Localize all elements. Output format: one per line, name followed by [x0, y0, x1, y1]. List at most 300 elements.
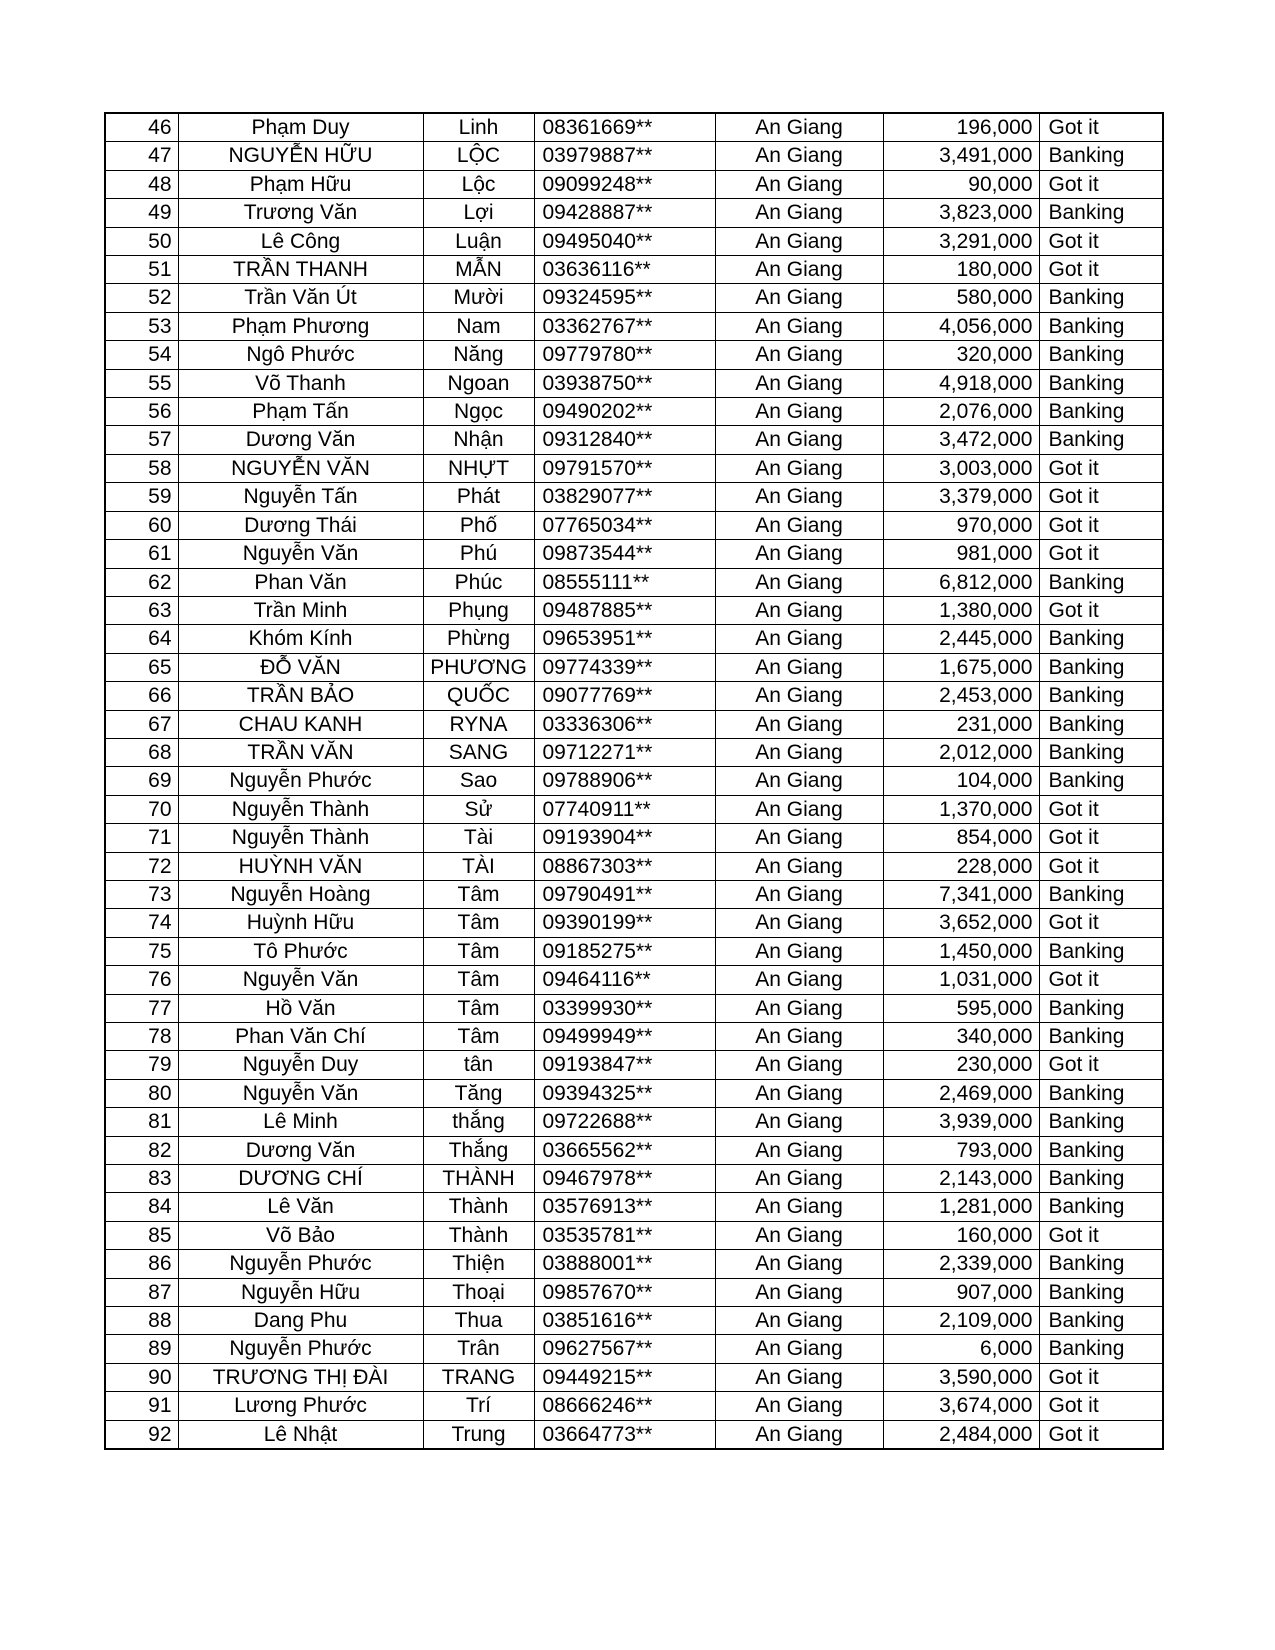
table-row: [105, 767, 1163, 795]
table-row: [105, 880, 1163, 908]
first-name-cell: Nguyễn Hữu: [178, 1278, 423, 1306]
first-name-cell: Võ Thanh: [178, 369, 423, 397]
table-row: [105, 540, 1163, 568]
row-number-cell: 64: [105, 625, 178, 653]
amount-cell: 3,472,000: [883, 426, 1039, 454]
table-row: [105, 1165, 1163, 1193]
amount-cell: 3,823,000: [883, 199, 1039, 227]
payment-method-cell: Got it: [1039, 795, 1163, 823]
given-name-cell: Trí: [423, 1392, 534, 1420]
first-name-cell: TRẦN THANH: [178, 256, 423, 284]
phone-number-cell: 08555111**: [534, 568, 715, 596]
first-name-cell: CHAU KANH: [178, 710, 423, 738]
phone-number-cell: 09428887**: [534, 199, 715, 227]
province-cell: An Giang: [715, 767, 883, 795]
phone-number-cell: 03664773**: [534, 1420, 715, 1449]
phone-number-cell: 09467978**: [534, 1165, 715, 1193]
payment-method-cell: Got it: [1039, 824, 1163, 852]
province-cell: An Giang: [715, 909, 883, 937]
payment-method-cell: Got it: [1039, 483, 1163, 511]
first-name-cell: TRẦN BẢO: [178, 682, 423, 710]
payment-method-cell: Got it: [1039, 1051, 1163, 1079]
given-name-cell: NHỰT: [423, 454, 534, 482]
amount-cell: 2,076,000: [883, 398, 1039, 426]
first-name-cell: Nguyễn Tấn: [178, 483, 423, 511]
table-row: [105, 852, 1163, 880]
first-name-cell: Phạm Tấn: [178, 398, 423, 426]
table-row: [105, 312, 1163, 340]
given-name-cell: Tăng: [423, 1079, 534, 1107]
province-cell: An Giang: [715, 369, 883, 397]
payment-method-cell: Got it: [1039, 1420, 1163, 1449]
given-name-cell: Sao: [423, 767, 534, 795]
payment-method-cell: Got it: [1039, 113, 1163, 142]
table-row: [105, 398, 1163, 426]
first-name-cell: Ngô Phước: [178, 341, 423, 369]
row-number-cell: 54: [105, 341, 178, 369]
given-name-cell: Trung: [423, 1420, 534, 1449]
phone-number-cell: 09324595**: [534, 284, 715, 312]
payment-method-cell: Got it: [1039, 256, 1163, 284]
given-name-cell: PHƯƠNG: [423, 653, 534, 681]
row-number-cell: 69: [105, 767, 178, 795]
amount-cell: 228,000: [883, 852, 1039, 880]
amount-cell: 196,000: [883, 113, 1039, 142]
phone-number-cell: 03576913**: [534, 1193, 715, 1221]
first-name-cell: Nguyễn Văn: [178, 540, 423, 568]
payment-method-cell: Got it: [1039, 966, 1163, 994]
table-row: [105, 369, 1163, 397]
table-row: [105, 909, 1163, 937]
amount-cell: 7,341,000: [883, 880, 1039, 908]
phone-number-cell: 09790491**: [534, 880, 715, 908]
province-cell: An Giang: [715, 653, 883, 681]
given-name-cell: thắng: [423, 1108, 534, 1136]
table-row: [105, 937, 1163, 965]
phone-number-cell: 09791570**: [534, 454, 715, 482]
first-name-cell: Phan Văn: [178, 568, 423, 596]
payment-method-cell: Got it: [1039, 852, 1163, 880]
table-row: [105, 256, 1163, 284]
province-cell: An Giang: [715, 312, 883, 340]
amount-cell: 595,000: [883, 994, 1039, 1022]
given-name-cell: SANG: [423, 738, 534, 766]
first-name-cell: Lê Công: [178, 227, 423, 255]
province-cell: An Giang: [715, 341, 883, 369]
first-name-cell: DƯƠNG CHÍ: [178, 1165, 423, 1193]
given-name-cell: Phúc: [423, 568, 534, 596]
amount-cell: 1,675,000: [883, 653, 1039, 681]
row-number-cell: 89: [105, 1335, 178, 1363]
payment-method-cell: Banking: [1039, 1023, 1163, 1051]
phone-number-cell: 09627567**: [534, 1335, 715, 1363]
province-cell: An Giang: [715, 256, 883, 284]
given-name-cell: Sử: [423, 795, 534, 823]
payment-method-cell: Banking: [1039, 1278, 1163, 1306]
payment-method-cell: Banking: [1039, 1307, 1163, 1335]
given-name-cell: Tâm: [423, 1023, 534, 1051]
province-cell: An Giang: [715, 852, 883, 880]
row-number-cell: 77: [105, 994, 178, 1022]
amount-cell: 981,000: [883, 540, 1039, 568]
table-row: [105, 1193, 1163, 1221]
table-row: [105, 710, 1163, 738]
table-row: [105, 824, 1163, 852]
province-cell: An Giang: [715, 1307, 883, 1335]
row-number-cell: 83: [105, 1165, 178, 1193]
province-cell: An Giang: [715, 1051, 883, 1079]
payment-method-cell: Got it: [1039, 170, 1163, 198]
phone-number-cell: 07765034**: [534, 511, 715, 539]
given-name-cell: Thành: [423, 1193, 534, 1221]
phone-number-cell: 09077769**: [534, 682, 715, 710]
province-cell: An Giang: [715, 1420, 883, 1449]
province-cell: An Giang: [715, 1392, 883, 1420]
row-number-cell: 85: [105, 1221, 178, 1249]
first-name-cell: Trần Minh: [178, 596, 423, 624]
amount-cell: 6,812,000: [883, 568, 1039, 596]
row-number-cell: 84: [105, 1193, 178, 1221]
phone-number-cell: 03851616**: [534, 1307, 715, 1335]
first-name-cell: Nguyễn Văn: [178, 966, 423, 994]
row-number-cell: 80: [105, 1079, 178, 1107]
row-number-cell: 88: [105, 1307, 178, 1335]
given-name-cell: Thoại: [423, 1278, 534, 1306]
phone-number-cell: 09499949**: [534, 1023, 715, 1051]
given-name-cell: Ngọc: [423, 398, 534, 426]
first-name-cell: TRẦN VĂN: [178, 738, 423, 766]
payment-method-cell: Banking: [1039, 1335, 1163, 1363]
amount-cell: 2,469,000: [883, 1079, 1039, 1107]
first-name-cell: Lê Minh: [178, 1108, 423, 1136]
table-row: [105, 1363, 1163, 1391]
phone-number-cell: 07740911**: [534, 795, 715, 823]
given-name-cell: Mười: [423, 284, 534, 312]
payment-method-cell: Banking: [1039, 682, 1163, 710]
table-row: [105, 625, 1163, 653]
first-name-cell: Nguyễn Hoàng: [178, 880, 423, 908]
first-name-cell: Khóm Kính: [178, 625, 423, 653]
amount-cell: 1,380,000: [883, 596, 1039, 624]
given-name-cell: Lộc: [423, 170, 534, 198]
amount-cell: 580,000: [883, 284, 1039, 312]
amount-cell: 2,445,000: [883, 625, 1039, 653]
province-cell: An Giang: [715, 625, 883, 653]
row-number-cell: 73: [105, 880, 178, 908]
first-name-cell: Dương Thái: [178, 511, 423, 539]
amount-cell: 3,491,000: [883, 142, 1039, 170]
phone-number-cell: 08666246**: [534, 1392, 715, 1420]
table-row: [105, 1420, 1163, 1449]
first-name-cell: Trần Văn Út: [178, 284, 423, 312]
table-row: [105, 966, 1163, 994]
first-name-cell: Phạm Duy: [178, 113, 423, 142]
table-row: [105, 653, 1163, 681]
province-cell: An Giang: [715, 483, 883, 511]
phone-number-cell: 09774339**: [534, 653, 715, 681]
first-name-cell: Tô Phước: [178, 937, 423, 965]
payment-method-cell: Banking: [1039, 710, 1163, 738]
given-name-cell: THÀNH: [423, 1165, 534, 1193]
given-name-cell: Phát: [423, 483, 534, 511]
payment-method-cell: Got it: [1039, 1363, 1163, 1391]
first-name-cell: Nguyễn Thành: [178, 795, 423, 823]
row-number-cell: 60: [105, 511, 178, 539]
amount-cell: 1,370,000: [883, 795, 1039, 823]
payment-method-cell: Got it: [1039, 511, 1163, 539]
province-cell: An Giang: [715, 284, 883, 312]
province-cell: An Giang: [715, 937, 883, 965]
payment-method-cell: Banking: [1039, 1108, 1163, 1136]
province-cell: An Giang: [715, 568, 883, 596]
given-name-cell: Tâm: [423, 909, 534, 937]
phone-number-cell: 08867303**: [534, 852, 715, 880]
row-number-cell: 67: [105, 710, 178, 738]
province-cell: An Giang: [715, 1023, 883, 1051]
phone-number-cell: 09495040**: [534, 227, 715, 255]
table-row: [105, 227, 1163, 255]
province-cell: An Giang: [715, 1165, 883, 1193]
row-number-cell: 72: [105, 852, 178, 880]
table-row: [105, 1136, 1163, 1164]
amount-cell: 4,918,000: [883, 369, 1039, 397]
province-cell: An Giang: [715, 682, 883, 710]
phone-number-cell: 03938750**: [534, 369, 715, 397]
given-name-cell: MẪN: [423, 256, 534, 284]
amount-cell: 90,000: [883, 170, 1039, 198]
given-name-cell: Tâm: [423, 937, 534, 965]
province-cell: An Giang: [715, 795, 883, 823]
row-number-cell: 52: [105, 284, 178, 312]
row-number-cell: 51: [105, 256, 178, 284]
amount-cell: 3,674,000: [883, 1392, 1039, 1420]
table-row: [105, 1051, 1163, 1079]
phone-number-cell: 09857670**: [534, 1278, 715, 1306]
province-cell: An Giang: [715, 1250, 883, 1278]
table-row: [105, 1392, 1163, 1420]
row-number-cell: 82: [105, 1136, 178, 1164]
table-row: [105, 170, 1163, 198]
payment-method-cell: Got it: [1039, 909, 1163, 937]
given-name-cell: Trân: [423, 1335, 534, 1363]
phone-number-cell: 09449215**: [534, 1363, 715, 1391]
given-name-cell: Phố: [423, 511, 534, 539]
amount-cell: 320,000: [883, 341, 1039, 369]
payment-method-cell: Banking: [1039, 653, 1163, 681]
payment-method-cell: Banking: [1039, 937, 1163, 965]
amount-cell: 854,000: [883, 824, 1039, 852]
amount-cell: 340,000: [883, 1023, 1039, 1051]
table-row: [105, 1335, 1163, 1363]
phone-number-cell: 09490202**: [534, 398, 715, 426]
phone-number-cell: 03362767**: [534, 312, 715, 340]
province-cell: An Giang: [715, 398, 883, 426]
amount-cell: 3,652,000: [883, 909, 1039, 937]
province-cell: An Giang: [715, 596, 883, 624]
given-name-cell: Tâm: [423, 880, 534, 908]
payment-method-cell: Banking: [1039, 738, 1163, 766]
province-cell: An Giang: [715, 738, 883, 766]
phone-number-cell: 03979887**: [534, 142, 715, 170]
table-row: [105, 142, 1163, 170]
first-name-cell: Nguyễn Phước: [178, 1250, 423, 1278]
row-number-cell: 47: [105, 142, 178, 170]
given-name-cell: QUỐC: [423, 682, 534, 710]
amount-cell: 2,453,000: [883, 682, 1039, 710]
first-name-cell: Huỳnh Hữu: [178, 909, 423, 937]
first-name-cell: Nguyễn Duy: [178, 1051, 423, 1079]
phone-number-cell: 09873544**: [534, 540, 715, 568]
given-name-cell: RYNA: [423, 710, 534, 738]
phone-number-cell: 09788906**: [534, 767, 715, 795]
given-name-cell: Thành: [423, 1221, 534, 1249]
table-row: [105, 596, 1163, 624]
amount-cell: 2,109,000: [883, 1307, 1039, 1335]
amount-cell: 3,291,000: [883, 227, 1039, 255]
payment-method-cell: Got it: [1039, 540, 1163, 568]
row-number-cell: 59: [105, 483, 178, 511]
payment-method-cell: Banking: [1039, 369, 1163, 397]
given-name-cell: LỘC: [423, 142, 534, 170]
row-number-cell: 71: [105, 824, 178, 852]
payment-method-cell: Banking: [1039, 199, 1163, 227]
phone-number-cell: 03336306**: [534, 710, 715, 738]
amount-cell: 3,939,000: [883, 1108, 1039, 1136]
amount-cell: 180,000: [883, 256, 1039, 284]
first-name-cell: Trương Văn: [178, 199, 423, 227]
given-name-cell: Tâm: [423, 966, 534, 994]
payment-method-cell: Banking: [1039, 767, 1163, 795]
province-cell: An Giang: [715, 511, 883, 539]
table-row: [105, 1108, 1163, 1136]
amount-cell: 3,590,000: [883, 1363, 1039, 1391]
phone-number-cell: 09099248**: [534, 170, 715, 198]
amount-cell: 231,000: [883, 710, 1039, 738]
amount-cell: 1,281,000: [883, 1193, 1039, 1221]
row-number-cell: 61: [105, 540, 178, 568]
first-name-cell: Nguyễn Thành: [178, 824, 423, 852]
province-cell: An Giang: [715, 426, 883, 454]
province-cell: An Giang: [715, 142, 883, 170]
row-number-cell: 48: [105, 170, 178, 198]
province-cell: An Giang: [715, 540, 883, 568]
table-row: [105, 1023, 1163, 1051]
first-name-cell: Phạm Hữu: [178, 170, 423, 198]
first-name-cell: Nguyễn Phước: [178, 1335, 423, 1363]
row-number-cell: 86: [105, 1250, 178, 1278]
phone-number-cell: 03888001**: [534, 1250, 715, 1278]
row-number-cell: 46: [105, 113, 178, 142]
phone-number-cell: 09312840**: [534, 426, 715, 454]
province-cell: An Giang: [715, 966, 883, 994]
payment-method-cell: Got it: [1039, 596, 1163, 624]
row-number-cell: 56: [105, 398, 178, 426]
row-number-cell: 90: [105, 1363, 178, 1391]
row-number-cell: 66: [105, 682, 178, 710]
row-number-cell: 91: [105, 1392, 178, 1420]
given-name-cell: Thắng: [423, 1136, 534, 1164]
first-name-cell: Dang Phu: [178, 1307, 423, 1335]
given-name-cell: Linh: [423, 113, 534, 142]
province-cell: An Giang: [715, 113, 883, 142]
payment-method-cell: Banking: [1039, 1165, 1163, 1193]
amount-cell: 793,000: [883, 1136, 1039, 1164]
phone-number-cell: 08361669**: [534, 113, 715, 142]
phone-number-cell: 03636116**: [534, 256, 715, 284]
row-number-cell: 63: [105, 596, 178, 624]
table-row: [105, 113, 1163, 142]
table-row: [105, 483, 1163, 511]
phone-number-cell: 03399930**: [534, 994, 715, 1022]
payment-method-cell: Got it: [1039, 454, 1163, 482]
first-name-cell: Lê Nhật: [178, 1420, 423, 1449]
first-name-cell: NGUYỄN VĂN: [178, 454, 423, 482]
province-cell: An Giang: [715, 1108, 883, 1136]
row-number-cell: 57: [105, 426, 178, 454]
first-name-cell: NGUYỄN HỮU: [178, 142, 423, 170]
amount-cell: 2,484,000: [883, 1420, 1039, 1449]
row-number-cell: 53: [105, 312, 178, 340]
recipient-table: [104, 112, 1164, 1450]
table-row: [105, 426, 1163, 454]
given-name-cell: Luận: [423, 227, 534, 255]
payment-method-cell: Banking: [1039, 568, 1163, 596]
table-row: [105, 1079, 1163, 1107]
given-name-cell: Tài: [423, 824, 534, 852]
payment-method-cell: Banking: [1039, 880, 1163, 908]
phone-number-cell: 09394325**: [534, 1079, 715, 1107]
first-name-cell: Dương Văn: [178, 1136, 423, 1164]
table-row: [105, 341, 1163, 369]
payment-method-cell: Banking: [1039, 312, 1163, 340]
given-name-cell: Phú: [423, 540, 534, 568]
row-number-cell: 79: [105, 1051, 178, 1079]
province-cell: An Giang: [715, 880, 883, 908]
payment-method-cell: Banking: [1039, 1079, 1163, 1107]
table-row: [105, 738, 1163, 766]
table-row: [105, 511, 1163, 539]
table-row: [105, 1307, 1163, 1335]
row-number-cell: 62: [105, 568, 178, 596]
amount-cell: 3,003,000: [883, 454, 1039, 482]
first-name-cell: Phạm Phương: [178, 312, 423, 340]
table-row: [105, 1250, 1163, 1278]
amount-cell: 6,000: [883, 1335, 1039, 1363]
payment-method-cell: Banking: [1039, 1250, 1163, 1278]
phone-number-cell: 09779780**: [534, 341, 715, 369]
given-name-cell: Ngoan: [423, 369, 534, 397]
amount-cell: 3,379,000: [883, 483, 1039, 511]
given-name-cell: Nam: [423, 312, 534, 340]
first-name-cell: Nguyễn Phước: [178, 767, 423, 795]
province-cell: An Giang: [715, 1363, 883, 1391]
given-name-cell: TÀI: [423, 852, 534, 880]
row-number-cell: 49: [105, 199, 178, 227]
province-cell: An Giang: [715, 994, 883, 1022]
province-cell: An Giang: [715, 454, 883, 482]
row-number-cell: 92: [105, 1420, 178, 1449]
phone-number-cell: 03535781**: [534, 1221, 715, 1249]
given-name-cell: Tâm: [423, 994, 534, 1022]
table-row: [105, 1278, 1163, 1306]
payment-method-cell: Got it: [1039, 227, 1163, 255]
phone-number-cell: 09185275**: [534, 937, 715, 965]
phone-number-cell: 09712271**: [534, 738, 715, 766]
row-number-cell: 50: [105, 227, 178, 255]
first-name-cell: HUỲNH VĂN: [178, 852, 423, 880]
given-name-cell: TRANG: [423, 1363, 534, 1391]
province-cell: An Giang: [715, 1079, 883, 1107]
